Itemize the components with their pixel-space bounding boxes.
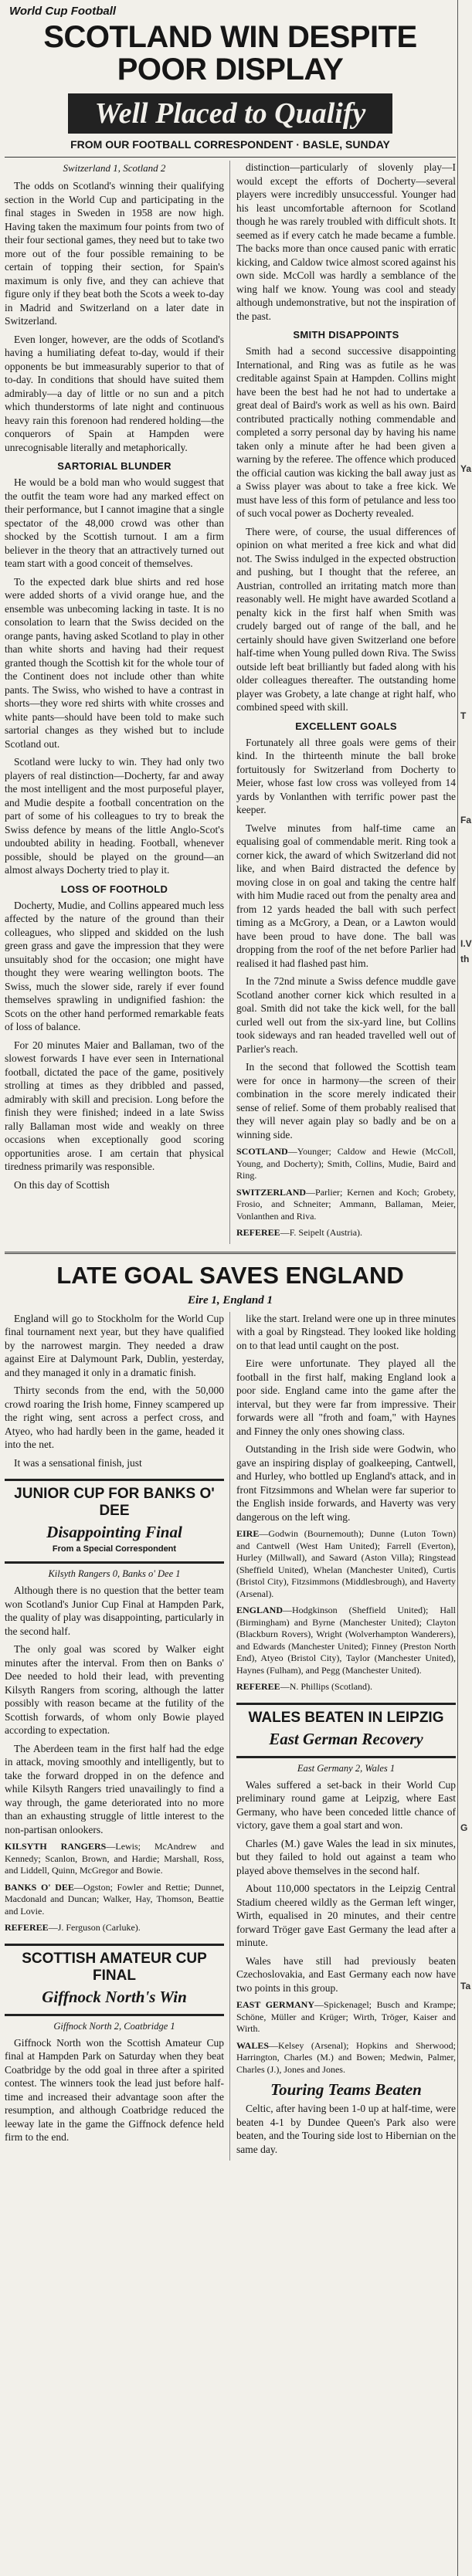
scotland-column-2 (236, 161, 456, 1244)
paragraph: Wales have still had previously beaten Czechoslovakia, and East Germany each now have two points in this group. (236, 1954, 456, 1994)
england-score-line: Eire 1, England 1 (187, 1293, 273, 1307)
team-line: SWITZERLAND—Parlier; Kernen and Koch; Grobety, Frosio, and Schneiter; Ammann, Ballaman, Meier, Vonlanthen and Riva. (236, 1186, 456, 1222)
touring-headline: Touring Teams Beaten (270, 2080, 422, 2099)
team-line: BANKS O' DEE—Ogston; Fowler and Rettie; Dunnet, Macdonald and Duncan; Walker, Hay, Thomson, Beattie and Lovie. (5, 1881, 224, 1917)
paragraph: like the start. Ireland were one up in three minutes with a goal by Ringstead. They looked like holding on to that lead until caught on the post. (236, 1312, 456, 1351)
adjacent-column-edge (457, 0, 470, 2576)
divider (5, 157, 456, 158)
amateur-headline: SCOTTISH AMATEUR CUP FINAL (22, 1950, 207, 1984)
edge-fragment: th (460, 954, 470, 964)
team-line: ENGLAND—Hodgkinson (Sheffield United); Hall (Birmingham) and Byrne (Manchester United); Clayton (Blackburn Rovers), Wright (Wolverhampton Wanderers), and Edwards (Manchester United); Finney (Preston North End), Atyeo (Bristol City), Taylor (Manchester United), Haynes (Fulham), and Pegg (Manchester United). (236, 1605, 456, 1676)
paragraph: Celtic, after having been 1-0 up at half-time, were beaten 4-1 by Dundee Queen's Park also were beaten, and the Touring side lost to Hibernian on the same day. (236, 2103, 456, 2155)
england-column-1 (5, 1312, 230, 2161)
paragraph: Giffnock North won the Scottish Amateur Cup final at Hampden Park on Saturday when they beat Coatbridge by the odd goal in three after a spirited contest. The winners took the lead just before half-time and increased their advantage soon after the resumption, and although Coatbridge reduced the leeway late in the game the Giffnock defence held firm to the end. (5, 2036, 224, 2143)
junior-score-line: Kilsyth Rangers 0, Banks o' Dee 1 (48, 1568, 181, 1579)
paragraph: distinction—particularly of slovenly play—I would except the efforts of Docherty—several players were incredibly unsuccessful. Younger had his least uncomfortable afternoon for Scotland though he was rarely troubled with difficult shots. It seemed as if every catch he made became a fumble. The backs more than once caused panic with erratic kicking, and Caldow twice almost scored against his own side. McColl was hardly a semblance of the wing half we know. Young was cool and steady although undemonstrative, but not the inspiration of the past. (236, 161, 456, 322)
paragraph: Although there is no question that the better team won Scotland's Junior Cup Final at Hampden Park, the quality of play was disappointing, particularly in the second half. (5, 1585, 224, 1637)
paragraph: Charles (M.) gave Wales the lead in six minutes, but they failed to hold out against a team who played above themselves in the second half. (236, 1837, 456, 1876)
paragraph: For 20 minutes Maier and Ballaman, two of the slowest forwards I have ever seen in International football, dictated the pace of the game, positively strolling at times as they dribbled and passed, admirably with skill and precision. Long before the finish they were finished; indeed in a late Swiss rally Ballaman most wide and weakly on three occasions when exceptionally good scoring opportunities arose. I am certain that physical tiredness primarily was responsible. (5, 1039, 224, 1172)
amateur-cup-header (5, 1944, 224, 2016)
paragraph: In the 72nd minute a Swiss defence muddle gave Scotland another corner kick which resulted in a goal. Smith did not take the kick well, for the ball curled well out from the six-yard line, but Collins took sideways and ran headed travelled well out of Parlier's reach. (236, 975, 456, 1055)
paragraph: In the second that followed the Scottish team were for once in harmony—the screen of their combination in the score merely indicated their sense of relief. Some of them probably realised that they will never again play so badly and be on a winning side. (236, 1061, 456, 1141)
main-headline: SCOTLAND WIN DESPITE POOR DISPLAY (43, 20, 417, 86)
edge-fragment: Ta (460, 1981, 471, 1991)
junior-byline: From a Special Correspondent (52, 1544, 177, 1554)
referee-line: REFEREE—J. Ferguson (Carluke). (5, 1922, 141, 1933)
main-column-area (5, 3, 456, 2161)
paragraph: Fortunately all three goals were gems of their kind. In the thirteenth minute the ball broke fortuitously for Switzerland from Docherty to Meier, whose fast low cross was volleyed from 14 yards by Vonlanthen with terrific power past the keeper. (236, 736, 456, 815)
team-line: WALES—Kelsey (Arsenal); Hopkins and Sherwood; Harrington, Charles (M.) and Bowen; Medwin, Palmer, Charles (J.), Jones and Jones. (236, 2039, 456, 2075)
paragraph: Docherty, Mudie, and Collins appeared much less affected by the nature of the ground than their colleagues, who slipped and skidded on the lush green grass and gave the impression that they were unsuitably shod for the occasion; one might have thought they were wearing wellington boots. The Swiss, much the slower side, rarely if ever found themselves sprawling in undignified fashion: the Scots on the other hand performed remarkable feats of loss of balance. (5, 899, 224, 1032)
team-line: KILSYTH RANGERS—Lewis; McAndrew and Kennedy; Scanlon, Brown, and Hardie; Marshall, Ross, and Liddell, Quinn, McGregor and Bowie. (5, 1841, 224, 1876)
wales-deck: East German Recovery (269, 1729, 423, 1748)
scotland-score-line: Switzerland 1, Scotland 2 (63, 162, 166, 174)
england-headline: LATE GOAL SAVES ENGLAND (56, 1261, 404, 1289)
paragraph: The Aberdeen team in the first half had the edge in attack, moving smoothly and intelligently, but to take the forward dropped in on the defence and while Kilsyth Rangers tried unavailingly to find a way through, the game deteriorated into no more than an exhausting struggle of little interest to the non-partisan onlookers. (5, 1742, 224, 1835)
referee-line: REFEREE—N. Phillips (Scotland). (236, 1681, 373, 1692)
paragraph: Smith had a second successive disappointing International, and Ring was as futile as he was creditable against Spain at Hampden. Collins might have been the best had he not had to undertake a great deal of Baird's work as well as his own. Baird contributed practically nothing commendable and completed a sorry personal day by having his name taken only a minute after he had been given a warning by the referee. The offence which produced the official caution was kicking the ball away just as a Swiss player was about to take a free kick. We must have less of this form of petulance and less too of such vocal power as Docherty revealed. (236, 345, 456, 519)
wales-score-line: East Germany 2, Wales 1 (297, 1762, 396, 1774)
paragraph: Scotland were lucky to win. They had only two players of real distinction—Docherty, far and away the most intelligent and the most purposeful player, and Mudie despite a football concentration on the part of some of his colleagues to try to break the Swiss defence by means of the little Anglo-Scot's undoubted ability in heading. Football, whenever possible, should be played on the ground—an almost always Docherty tried to play it. (5, 756, 224, 876)
team-line: EIRE—Godwin (Bournemouth); Dunne (Luton Town) and Cantwell (West Ham United); Farrell (Everton), Hurley (Millwall), and Saward (Aston Villa); Ringstead (Sheffield United), Whelan (Manchester United), Curtis (Bristol City), Fitzsimmons (Middlesbrough), and Haverty (Arsenal). (236, 1528, 456, 1599)
team-line: SCOTLAND—Younger; Caldow and Hewie (McColl, Young, and Docherty); Smith, Collins, Mudie, Baird and Ring. (236, 1146, 456, 1181)
paragraph: Outstanding in the Irish side were Godwin, who gave an inspiring display of goalkeeping, Cantwell, and Hurley, who bottled up England's attack, and in front Fitzsimmons and Whelan were far superior to the English inside forwards, and Haverty was very dangerous on the left wing. (236, 1443, 456, 1523)
team-line: EAST GERMANY—Spickenagel; Busch and Krampe; Schöne, Müller and Krüger; Wirth, Tröger, Kaiser and Wirth. (236, 1999, 456, 2034)
main-byline: FROM OUR FOOTBALL CORRESPONDENT · BASLE, SUNDAY (70, 138, 390, 151)
england-column-2 (236, 1312, 456, 2161)
edge-fragment: G (460, 1822, 468, 1833)
paragraph: It was a sensational finish, just (14, 1456, 142, 1469)
subheading-foothold: LOSS OF FOOTHOLD (60, 883, 168, 895)
referee-line: REFEREE—F. Seipelt (Austria). (236, 1227, 363, 1238)
paragraph: The odds on Scotland's winning their qualifying section in the World Cup and participating in the final stages in Sweden in 1958 are now high. Having taken the maximum four points from two of their four sectional games, they need but to take two more out of the four possible remaining to be certain of topping their section, for Spain's maximum is only five, and they can achieve that figure only if they beat both the Scots a week to-day in Madrid and Switzerland on a later date in Switzerland. (5, 180, 224, 327)
scotland-article (5, 161, 456, 1244)
section-kicker: World Cup Football (9, 5, 117, 18)
main-deck-banner: Well Placed to Qualify (68, 93, 392, 134)
paragraph: There were, of course, the usual differences of opinion on what merited a free kick and what did not. The Swiss indulged in the expected obstruction and pushing, but I thought that the referee, an Austrian, controlled an irritating match more than reasonably well. He might have awarded Scotland a penalty kick in the first half when Smith was crudely barged out of range of the ball, and he certainly should have given Switzerland one before half-time when Young pulled down Riva. The Swiss outside left beat brilliantly but faded along with his older colleagues thereafter. The outstanding home player was Grobety, a late change at right half, who combined speed with skill. (236, 525, 456, 713)
paragraph: Thirty seconds from the end, with the 50,000 crowd roaring the Irish home, Finney scampered up the right wing, sent across a perfect cross, and Atyeo, who had hardly been in the game, headed it into the net. (5, 1385, 224, 1450)
paragraph: To the expected dark blue shirts and red hose were added shorts of a vivid orange hue, and the ensemble was unbecoming lacking in taste. It is no consolation to learn that the Swiss decided on the orange pants, having asked Scotland to play in other than white shorts and having had their request granted though the Scottish kit for the whole tour of the Continent does not include other than white pants. The Swiss, who wished to have a contrast in shorts—they wore red shirts with white crosses and white pants—should have been told to make such sartorial changes as they wished but to include Scotland out. (5, 575, 224, 750)
scotland-column-1 (5, 161, 230, 1244)
paragraph: Wales suffered a set-back in their World Cup preliminary round game at Leipzig, where East Germany, who have been conceded little chance of victory, gave them a goal start and won. (236, 1778, 456, 1831)
edge-fragment: T (460, 710, 467, 721)
wales-headline: WALES BEATEN IN LEIPZIG (248, 1709, 444, 1726)
junior-cup-header (5, 1479, 224, 1564)
paragraph: England will go to Stockholm for the World Cup final tournament next year, but they have qualified by the narrowest margin. They needed a draw against Eire at Dalymount Park, Dublin, yesterday, and they managed it only in a dramatic finish. (5, 1312, 224, 1378)
edge-fragment: I.V (460, 938, 472, 949)
paragraph: The only goal was scored by Walker eight minutes after the interval. From then on Banks o' Dee needed to hold their lead, with preventing Kilsyth Rangers from scoring, although the latter possibly with reason became at the futility of the Scottish forwards, of whom only Bowie played according to expectation. (5, 1643, 224, 1736)
subheading-sartorial: SARTORIAL BLUNDER (57, 460, 171, 472)
paragraph: Eire were unfortunate. They played all the football in the first half, making England look a poor side. England came into the game after the interval, but they were far from impressive. Their forwards were all "froth and foam," with Haynes and Finney the only ones showing class. (236, 1357, 456, 1437)
paragraph: Twelve minutes from half-time came an equalising goal of commendable merit. Ring took a corner kick, the award of which Switzerland did not like, and when Baird distracted the defence by moving close in on goal and taking the centre half with him Mudie raced out from the penalty area and from 12 yards headed the ball with such perfect timing as a McGrory, a Dean, or a Lawton would have been proud to have done. The ball was dropping from the roof of the net before Parlier had realised it had flashed past him. (236, 822, 456, 969)
junior-deck: Disappointing Final (46, 1523, 182, 1541)
subheading-smith: SMITH DISAPPOINTS (293, 329, 399, 341)
divider (5, 1252, 456, 1254)
paragraph: About 110,000 spectators in the Leipzig Central Stadium cheered wildly as the German left winger, Wirth, equalised in 20 minutes, and their centre forward Tröger gave East Germany the lead after a minute. (236, 1883, 456, 1948)
subheading-goals: EXCELLENT GOALS (295, 720, 397, 732)
paragraph: On this day of Scottish (14, 1178, 110, 1191)
paragraph: He would be a bold man who would suggest that the outfit the team wore had any marked effect on their performance, but I cannot imagine that a single spectator of the 48,000 crowd was other than shocked by the Scottish turnout. I am a firm believer in the theory that an attractively turned out team start with a good conceit of themselves. (5, 476, 224, 569)
paragraph: Even longer, however, are the odds of Scotland's having a humiliating defeat to-day, would if their opponents be but immeasurably superior to that of to-day. In conditions that should have suited them admirably—a day of little or no sun and a pitch which thunderstorms of late night and continuous heavy rain this forenoon had rendered holding—the conquerors of Spain at Hampden were unrecognisable literally and metaphorically. (5, 333, 224, 453)
amateur-score-line: Giffnock North 2, Coatbridge 1 (53, 2020, 175, 2032)
amateur-deck: Giffnock North's Win (42, 1987, 187, 2006)
edge-fragment: Fa (460, 815, 472, 825)
england-article (5, 1312, 456, 2161)
wales-header (236, 1703, 456, 1758)
edge-fragment: Ya (460, 463, 472, 474)
junior-headline: JUNIOR CUP FOR BANKS O' DEE (14, 1486, 215, 1519)
